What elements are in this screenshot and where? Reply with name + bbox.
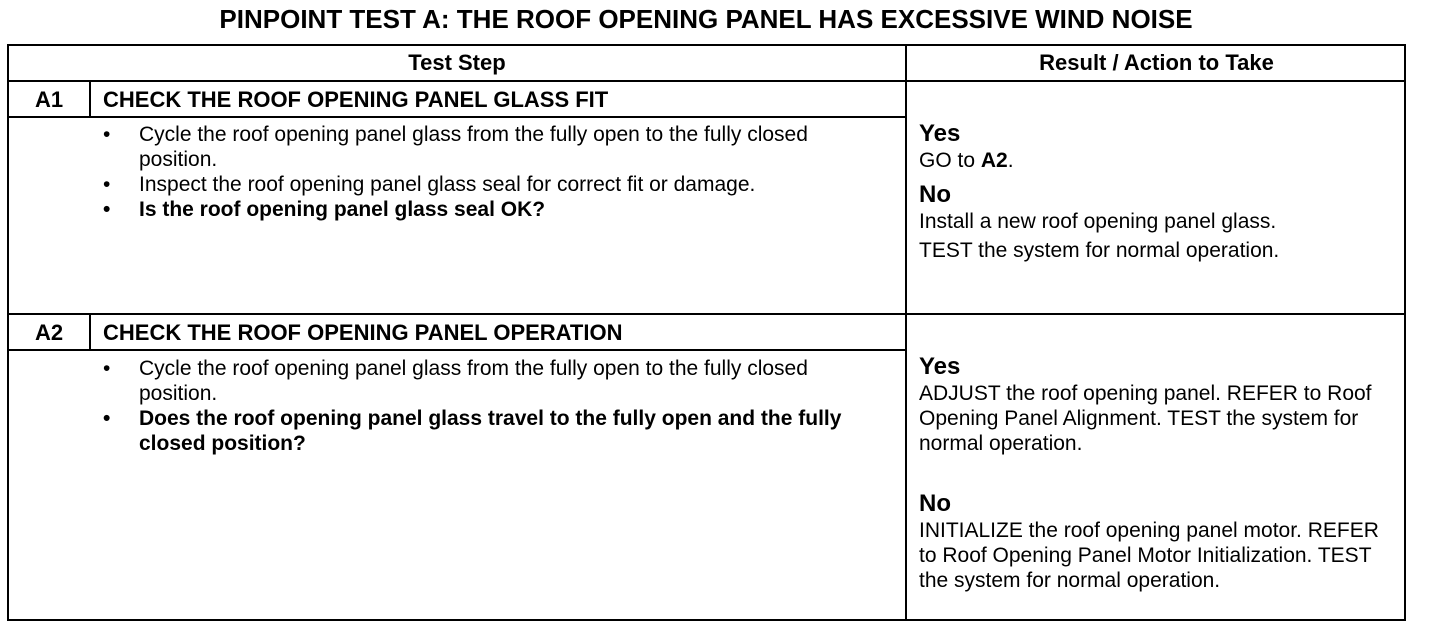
a1-instructions bbox=[103, 122, 863, 222]
a1-title-divider bbox=[7, 116, 907, 118]
a1-yes-prefix: GO to bbox=[919, 149, 981, 172]
a1-yes-action bbox=[919, 148, 1399, 173]
a1-goto-link: A2 bbox=[980, 149, 1008, 172]
result-action-header: Result / Action to Take bbox=[1039, 50, 1274, 75]
column-divider bbox=[905, 44, 907, 621]
a1-no-label: No bbox=[919, 181, 951, 208]
a2-result bbox=[919, 353, 1394, 593]
a1-id-divider bbox=[89, 80, 91, 118]
step-title-a1: CHECK THE ROOF OPENING PANEL GLASS FIT bbox=[103, 87, 609, 112]
step-title-a2: CHECK THE ROOF OPENING PANEL OPERATION bbox=[103, 320, 623, 345]
a2-yes-action: ADJUST the roof opening panel. REFER to Roof Opening Panel Alignment. TEST the system for normal operation. bbox=[919, 382, 1372, 455]
a1-no-line1: Install a new roof opening panel glass. bbox=[919, 210, 1277, 233]
page-title: PINPOINT TEST A: THE ROOF OPENING PANEL HAS EXCESSIVE WIND NOISE bbox=[219, 4, 1193, 34]
step-divider bbox=[7, 313, 1406, 315]
list-item: • Cycle the roof opening panel glass from the fully open to the fully closed position. bbox=[103, 356, 863, 406]
a1-no-line2: TEST the system for normal operation. bbox=[919, 239, 1280, 262]
test-step-header: Test Step bbox=[408, 50, 506, 75]
list-item: • Inspect the roof opening panel glass seal for correct fit or damage. bbox=[103, 172, 863, 197]
step-id-a2: A2 bbox=[34, 320, 64, 345]
a2-no-label: No bbox=[919, 490, 951, 517]
a1-result bbox=[919, 120, 1399, 263]
list-item: • Cycle the roof opening panel glass from the fully open to the fully closed position. bbox=[103, 122, 863, 172]
header-divider bbox=[7, 80, 1406, 82]
a2-title-divider bbox=[7, 349, 907, 351]
a2-yes-label: Yes bbox=[919, 353, 961, 380]
a1-yes-suffix: . bbox=[1007, 149, 1014, 172]
a1-yes-label: Yes bbox=[919, 120, 961, 147]
step-id-a1: A1 bbox=[34, 87, 64, 112]
list-item: • Is the roof opening panel glass seal OK? bbox=[103, 197, 863, 222]
a2-no-action: INITIALIZE the roof opening panel motor. REFER to Roof Opening Panel Motor Initialization. TEST the system for normal operation. bbox=[919, 519, 1379, 592]
a2-instructions bbox=[103, 356, 863, 456]
list-item: • Does the roof opening panel glass travel to the fully open and the fully closed position? bbox=[103, 406, 863, 456]
a2-id-divider bbox=[89, 313, 91, 351]
